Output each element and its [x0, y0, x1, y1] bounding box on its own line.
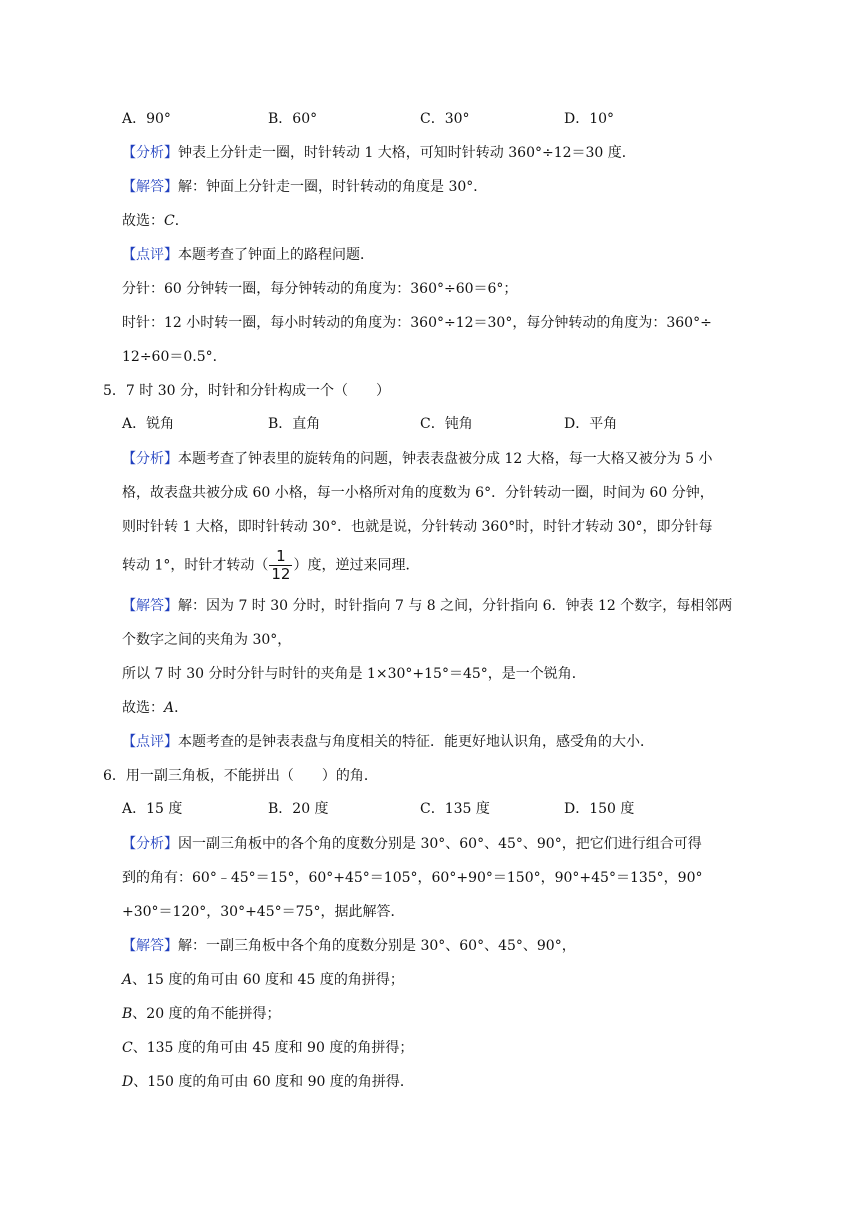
- q4-comment-line3: 时针：12 小时转一圈，每小时转动的角度为：360°÷12＝30°，每分钟转动的角度为：360°÷: [122, 315, 712, 331]
- q5-analysis-line1: 本题考查了钟表里的旋转角的问题，钟表表盘被分成 12 大格，每一大格又被分为 5 小: [178, 451, 713, 467]
- q5-analysis-line4-post: ）度，逆过来同理．: [293, 557, 420, 574]
- item-letter: C: [122, 1040, 133, 1056]
- q4-analysis-text: 钟表上分针走一圈，时针转动 1 大格，可知时针转动 360°÷12＝30 度．: [178, 145, 636, 161]
- solution-tag: 【解答】: [122, 179, 178, 195]
- q5-option-c: C．钝角: [420, 416, 473, 432]
- q6-question: 6．用一副三角板，不能拼出（ ）的角．: [103, 768, 378, 784]
- q6-option-a: A．15 度: [122, 801, 183, 817]
- q5-analysis-line4-pre: 转动 1°，时针才转动（: [122, 557, 269, 574]
- q5-analysis-line2: 格，故表盘共被分成 60 小格，每一小格所对角的度数为 6°．分针转动一圈，时间为 60 分钟，: [122, 485, 714, 501]
- q6-item-c: [122, 1038, 413, 1058]
- q5-analysis-line4: [122, 548, 419, 583]
- q5-solution-line2: 个数字之间的夹角为 30°，: [122, 632, 292, 648]
- q4-comment-line4: 12÷60＝0.5°．: [122, 349, 227, 365]
- answer-suffix: ．: [174, 700, 189, 716]
- fraction-numerator: 1: [269, 548, 292, 566]
- q6-options: [122, 799, 742, 819]
- q6-item-b: [122, 1004, 281, 1024]
- q5-question: 5．7 时 30 分，时针和分针构成一个（ ）: [103, 383, 390, 399]
- q4-option-c: C．30°: [420, 111, 470, 127]
- q5-solution-line3: 所以 7 时 30 分时分针与时针的夹角是 1×30°+15°＝45°，是一个锐角．: [122, 666, 586, 682]
- solution-tag: 【解答】: [122, 938, 178, 954]
- fraction-denominator: 12: [271, 565, 291, 583]
- solution-tag: 【解答】: [122, 598, 178, 614]
- q6-analysis-line3: +30°＝120°，30°+45°＝75°，据此解答．: [122, 904, 405, 920]
- q4-solution: [122, 177, 487, 197]
- q5-solution-line1: 解：因为 7 时 30 分时，时针指向 7 与 8 之间，分针指向 6．钟表 12 个数字，每相邻两: [178, 598, 733, 614]
- q5-option-b: B．直角: [268, 416, 321, 432]
- answer-suffix: ．: [174, 213, 189, 229]
- q4-option-b: B．60°: [268, 111, 318, 127]
- answer-prefix: 故选：: [122, 700, 164, 716]
- q4-comment-line2: 分针：60 分钟转一圈，每分钟转动的角度为：360°÷60＝6°；: [122, 281, 518, 297]
- analysis-tag: 【分析】: [122, 145, 178, 161]
- fraction-one-twelfth: [269, 548, 292, 583]
- q4-option-a: A．90°: [122, 111, 171, 127]
- answer-prefix: 故选：: [122, 213, 164, 229]
- q5-option-a: A．锐角: [122, 416, 175, 432]
- q6-item-a: [122, 970, 404, 990]
- q6-analysis-line2: 到的角有：60°﹣45°＝15°，60°+45°＝105°，60°+90°＝150°，90°+45°＝135°，90°: [122, 870, 703, 886]
- q6-option-c: C．135 度: [420, 801, 490, 817]
- q6-option-b: B．20 度: [268, 801, 329, 817]
- q4-options: [122, 109, 742, 129]
- q6-option-d: D．150 度: [564, 801, 635, 817]
- q5-analysis-line3: 则时针转 1 大格，即时针转动 30°．也就是说，分针转动 360°时，时针才转动 30°，即分针每: [122, 519, 713, 535]
- q6-analysis-line1: 因一副三角板中的各个角的度数分别是 30°、60°、45°、90°，把它们进行组合可得: [178, 836, 702, 852]
- item-letter: B: [122, 1006, 133, 1022]
- item-text: 、135 度的角可由 45 度和 90 度的角拼得；: [132, 1040, 414, 1056]
- q5-comment-text: 本题考查的是钟表表盘与角度相关的特征．能更好地认识角，感受角的大小．: [178, 734, 654, 750]
- item-text: 、150 度的角可由 60 度和 90 度的角拼得．: [133, 1074, 414, 1090]
- item-letter: A: [122, 972, 133, 988]
- q5-analysis: [122, 449, 713, 469]
- q4-option-d: D．10°: [564, 111, 615, 127]
- q4-comment: [122, 245, 374, 265]
- analysis-tag: 【分析】: [122, 451, 178, 467]
- comment-tag: 【点评】: [122, 247, 178, 263]
- q5-option-d: D．平角: [564, 416, 618, 432]
- answer-letter: C: [164, 213, 175, 229]
- item-text: 、20 度的角不能拼得；: [132, 1006, 281, 1022]
- q5-answer: [122, 698, 188, 718]
- q6-analysis: [122, 834, 702, 854]
- q6-solution: [122, 936, 576, 956]
- comment-tag: 【点评】: [122, 734, 178, 750]
- analysis-tag: 【分析】: [122, 836, 178, 852]
- q6-item-d: [122, 1072, 414, 1092]
- q4-answer: [122, 211, 189, 231]
- item-letter: D: [122, 1074, 134, 1090]
- answer-letter: A: [164, 700, 175, 716]
- q4-solution-text: 解：钟面上分针走一圈，时针转动的角度是 30°．: [178, 179, 488, 195]
- q5-options: [122, 414, 742, 434]
- q5-solution: [122, 596, 732, 616]
- q5-comment: [122, 732, 654, 752]
- q4-comment-text: 本题考查了钟面上的路程问题．: [178, 247, 374, 263]
- item-text: 、15 度的角可由 60 度和 45 度的角拼得；: [132, 972, 404, 988]
- q6-solution-line1: 解：一副三角板中各个角的度数分别是 30°、60°、45°、90°，: [178, 938, 576, 954]
- q4-analysis: [122, 143, 636, 163]
